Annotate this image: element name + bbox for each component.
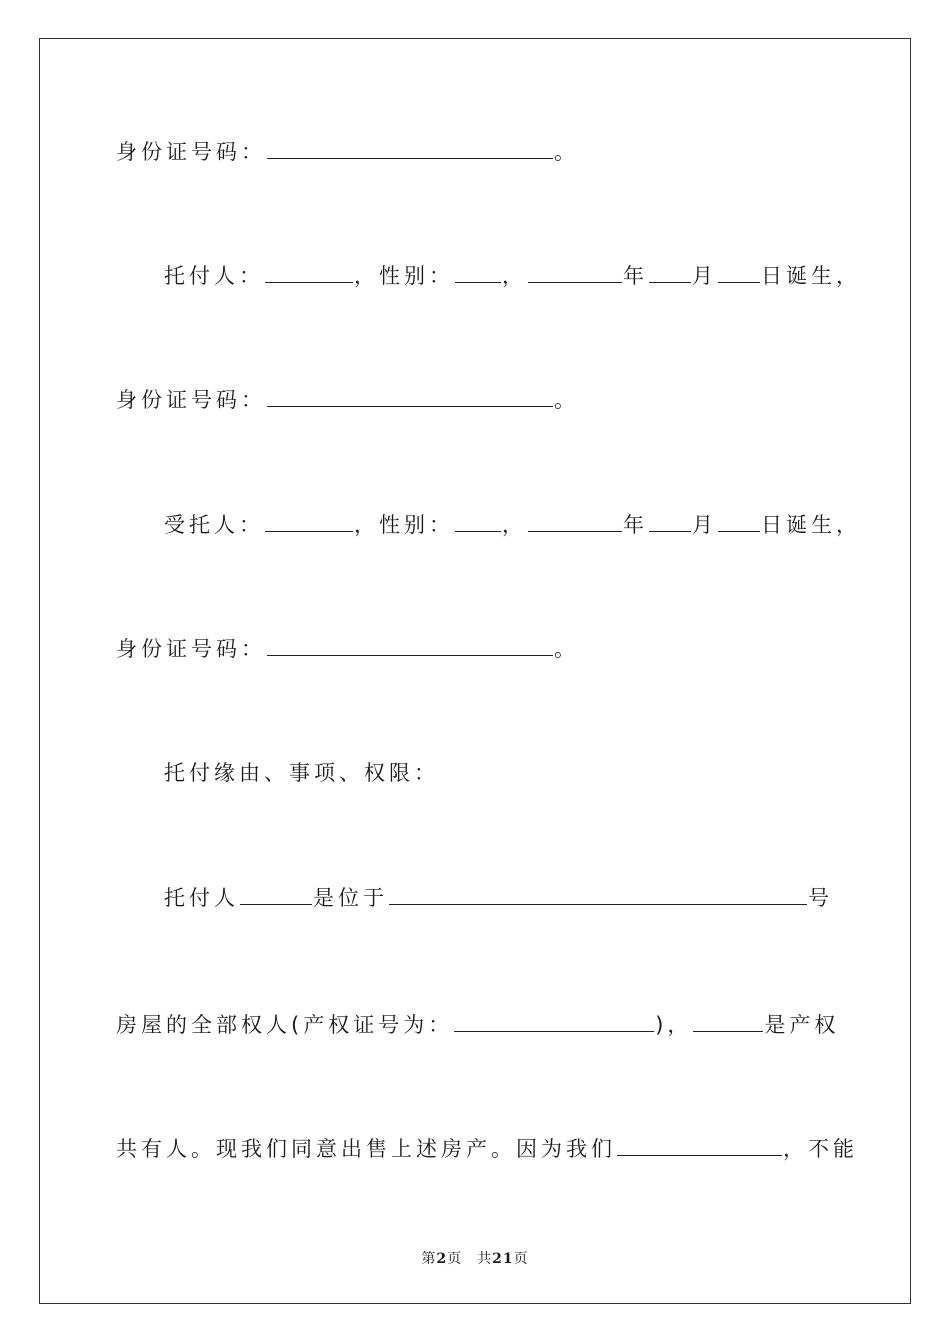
month-blank[interactable] (649, 509, 691, 532)
id-number-blank[interactable] (267, 633, 553, 656)
day-blank[interactable] (718, 509, 760, 532)
year-blank[interactable] (528, 260, 622, 283)
gender-blank[interactable] (455, 260, 501, 283)
month-blank[interactable] (649, 260, 691, 283)
page-border (39, 38, 911, 1304)
principal-text: 托付人 (164, 886, 239, 910)
close-paren-text: )， (655, 1013, 693, 1037)
id-label: 身份证号码： (116, 637, 266, 661)
number-text: 号 (808, 886, 833, 910)
id-label: 身份证号码： (116, 140, 266, 164)
principal-label: 托付人： (164, 264, 264, 288)
id-number-line-3 (116, 633, 579, 664)
month-label: 月 (692, 513, 717, 537)
agent-label: 受托人： (164, 513, 264, 537)
reason-text: 托付缘由、事项、权限： (164, 761, 439, 785)
co-owner-text: 共有人。现我们同意出售上述房产。因为我们 (116, 1137, 616, 1161)
id-label: 身份证号码： (116, 388, 266, 412)
principal-blank[interactable] (240, 882, 312, 905)
address-blank[interactable] (389, 882, 807, 905)
id-number-line-2 (116, 384, 579, 415)
co-owner-blank[interactable] (693, 1009, 763, 1032)
property-location-line (164, 882, 833, 913)
page-footer: 第2页 共21页 (421, 1251, 529, 1267)
gender-label: ，性别： (354, 264, 454, 288)
birth-label: 日诞生， (761, 264, 861, 288)
year-blank[interactable] (528, 509, 622, 532)
id-number-blank[interactable] (267, 136, 553, 159)
year-label: 年 (623, 513, 648, 537)
agent-name-blank[interactable] (265, 509, 353, 532)
year-label: 年 (623, 264, 648, 288)
agent-info-line (164, 509, 861, 540)
located-text: 是位于 (313, 886, 388, 910)
id-number-blank[interactable] (267, 384, 553, 407)
current-page: 2 (436, 1251, 448, 1267)
certificate-number-blank[interactable] (454, 1009, 654, 1032)
ownership-text: 房屋的全部权人(产权证号为： (116, 1013, 454, 1037)
ownership-line (116, 1009, 839, 1040)
gender-blank[interactable] (455, 509, 501, 532)
comma: ， (502, 264, 527, 288)
principal-name-blank[interactable] (265, 260, 353, 283)
reason-heading (164, 758, 439, 788)
co-owner-line (116, 1133, 858, 1164)
id-number-line-1 (116, 136, 579, 167)
principal-info-line (164, 260, 861, 291)
period: 。 (554, 140, 579, 164)
cannot-text: ，不能 (783, 1137, 858, 1161)
period: 。 (554, 637, 579, 661)
period: 。 (554, 388, 579, 412)
gender-label: ，性别： (354, 513, 454, 537)
day-blank[interactable] (718, 260, 760, 283)
month-label: 月 (692, 264, 717, 288)
reason-blank[interactable] (617, 1133, 782, 1156)
birth-label: 日诞生， (761, 513, 861, 537)
comma: ， (502, 513, 527, 537)
total-pages: 21 (492, 1251, 514, 1267)
property-right-text: 是产权 (764, 1013, 840, 1037)
